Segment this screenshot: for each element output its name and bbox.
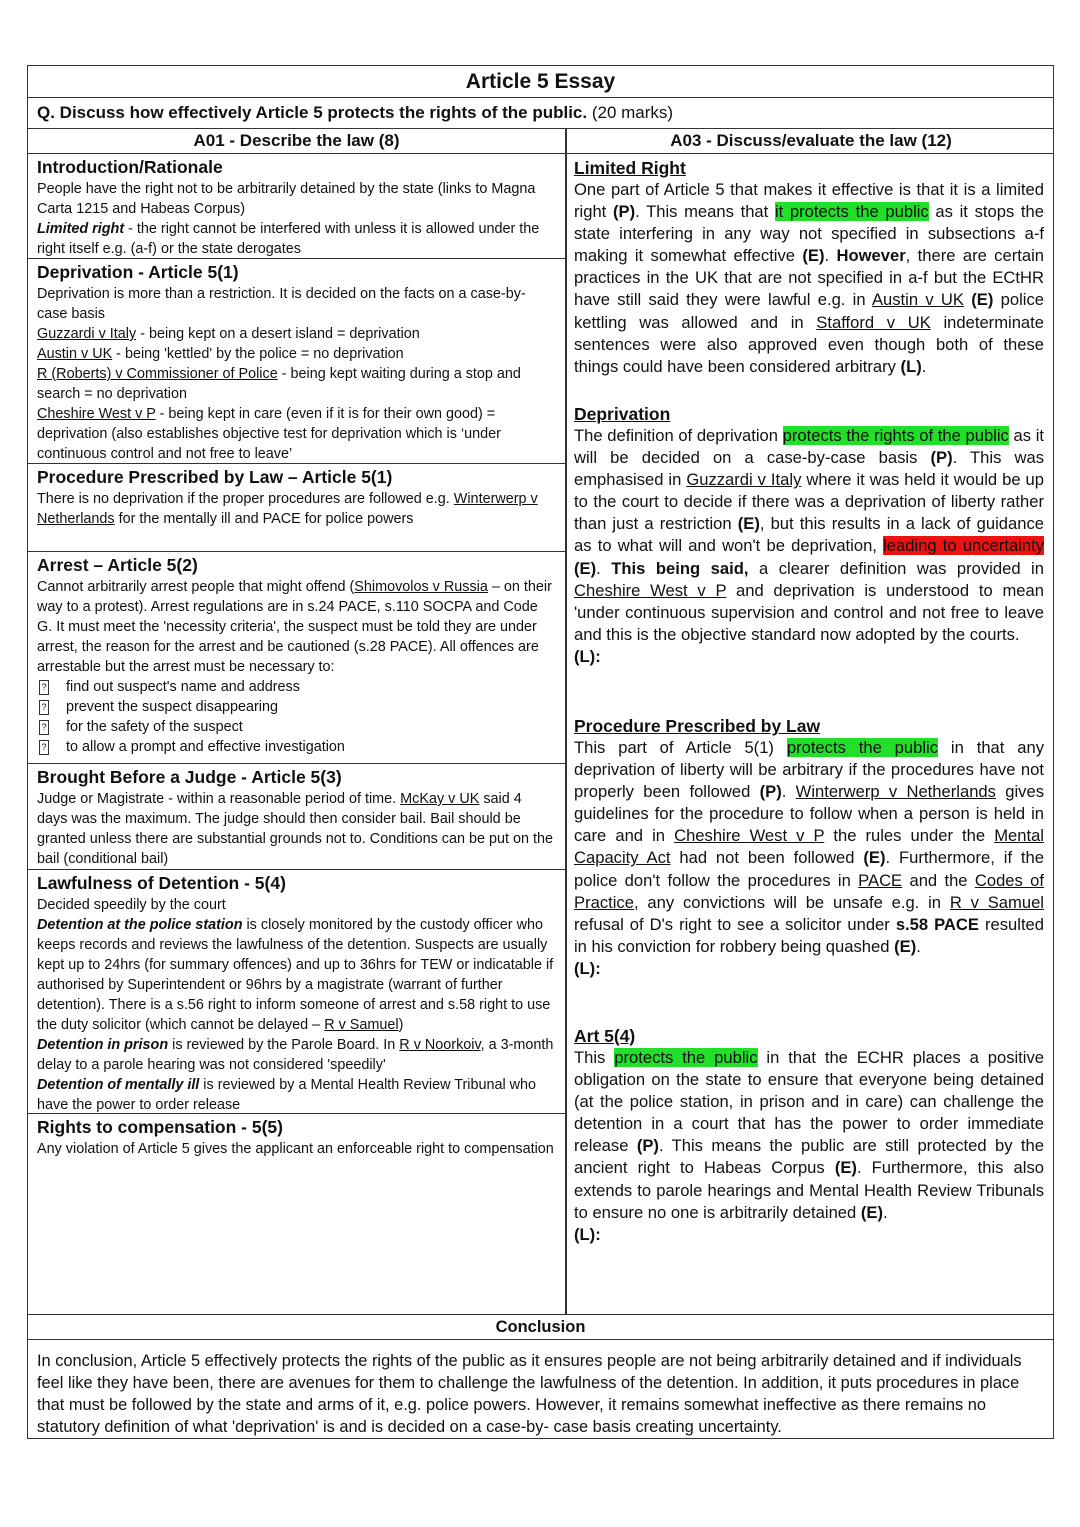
paragraph bbox=[574, 179, 1044, 378]
text-segment: , any convictions will be unsafe e.g. in bbox=[633, 892, 950, 912]
text-segment: resulted in his conviction for robbery being quashed bbox=[574, 914, 1045, 956]
text-segment: This bbox=[574, 1048, 615, 1067]
text-segment: , but this results in a lack of guidance as to what will and won't be deprivation, bbox=[574, 514, 1044, 556]
section-heading: Introduction/Rationale bbox=[37, 157, 223, 177]
question-marks: (20 marks) bbox=[591, 103, 674, 122]
bold-text: (L): bbox=[574, 1224, 601, 1244]
text-segment: The definition of deprivation bbox=[574, 426, 783, 445]
question-text: Q. Discuss how effectively Article 5 protects the rights of the public. bbox=[37, 103, 588, 122]
text-segment: . bbox=[781, 782, 796, 802]
case-reference: R v Samuel bbox=[949, 892, 1044, 912]
text-segment: - being kept on a desert island = deprivation bbox=[136, 326, 420, 342]
bold-text: (E) bbox=[802, 246, 825, 266]
bullet-item bbox=[37, 717, 556, 737]
case-reference: Cheshire West v P bbox=[574, 580, 727, 600]
paragraph bbox=[574, 425, 1044, 646]
bullet-text: prevent the suspect disappearing bbox=[66, 699, 279, 715]
case-reference: Cheshire West v P bbox=[37, 406, 156, 422]
paragraph bbox=[37, 1139, 556, 1159]
section-heading: Arrest – Article 5(2) bbox=[37, 555, 198, 575]
case-reference: PACE bbox=[858, 870, 903, 890]
text-segment: indeterminate sentences were also approved even though both of these things could have been considered arbitrary bbox=[574, 312, 1045, 376]
right-section bbox=[574, 157, 1044, 378]
case-reference: Winterwerp v Netherlands bbox=[795, 782, 996, 802]
case-reference: Codes of Practice bbox=[574, 870, 1044, 912]
emphasis-text: Detention in prison bbox=[37, 1037, 169, 1053]
bullet-text: to allow a prompt and effective investigation bbox=[66, 739, 345, 755]
missing-glyph-icon: ? bbox=[39, 680, 49, 695]
text-segment: . bbox=[596, 558, 612, 578]
bold-text: (P) bbox=[612, 202, 636, 222]
page-title: Article 5 Essay bbox=[28, 66, 1053, 98]
essay-question bbox=[28, 98, 1053, 129]
paragraph bbox=[37, 577, 556, 677]
case-reference: Winterwerp v Netherlands bbox=[37, 491, 538, 527]
bold-text: (E) bbox=[574, 558, 597, 578]
case-reference: Cheshire West v P bbox=[674, 826, 825, 846]
section-heading: Brought Before a Judge - Article 5(3) bbox=[37, 767, 342, 787]
column-header-a03: A03 - Discuss/evaluate the law (12) bbox=[670, 131, 952, 150]
right-section bbox=[574, 1025, 1044, 1246]
bold-text: (E) bbox=[737, 514, 760, 534]
paragraph bbox=[37, 895, 556, 915]
paragraph bbox=[37, 1035, 556, 1075]
bullet-text: find out suspect's name and address bbox=[66, 679, 300, 695]
text-segment: . Furthermore, this also extends to parole hearings and Mental Health Review Tribunals to ensure no one is arbitrarily detained bbox=[574, 1158, 1045, 1222]
text-segment: Judge or Magistrate - within a reasonable period of time. bbox=[37, 791, 401, 807]
left-section bbox=[28, 870, 565, 1114]
case-reference: Guzzardi v Italy bbox=[37, 326, 137, 342]
bold-text: (P) bbox=[636, 1136, 659, 1156]
text-segment: . bbox=[824, 246, 837, 266]
text-segment: as it stops the state interfering in any way not specified in subsections a-f making it somewhat effective bbox=[574, 202, 1044, 266]
text-segment: the rules under the bbox=[824, 826, 995, 846]
text-segment: People have the right not to be arbitrarily detained by the state (links to Magna Carta 1215 and Habeas Corpus) bbox=[37, 181, 536, 217]
text-segment: - being kept waiting during a stop and search = no deprivation bbox=[37, 366, 521, 402]
text-segment: Any violation of Article 5 gives the applicant an enforceable right to compensation bbox=[37, 1141, 554, 1157]
text-segment: - being kept in care (even if it is for their own good) = deprivation (also establishes objective test for deprivation which is ‘under continuous control and not free to leave’ bbox=[37, 406, 501, 462]
text-segment: , there are certain practices in the UK that are not specified in a-f but the ECtHR have still said they were lawful e.g. in bbox=[574, 246, 1044, 310]
text-segment: is closely monitored by the custody officer who keeps records and reviews the lawfulness of the detention. Suspects are usually kept up to 24hrs (for summary offences) and up to 36hrs for TEW or indicatable if authorised by Superintendent or 96hrs by a magistrate (warrant of further detention). There is a s.56 right to inform someone of arrest and s.58 right to use the duty solicitor (which cannot be delayed – bbox=[37, 917, 554, 1033]
section-heading: Deprivation - Article 5(1) bbox=[37, 262, 239, 282]
conclusion-text: In conclusion, Article 5 effectively protects the rights of the public as it ensures people are not being arbitrarily detained and if individuals feel like they have been, there are avenues for them to challenge the lawfulness of the detention. In addition, it puts procedures in place that must be followed by the state and arms of it, e.g. police powers. However, it remains somewhat ineffective as there remains no statutory definition of what 'deprivation' is and is decided on a case-by- case basis creating uncertainty. bbox=[37, 1352, 1022, 1436]
text-segment: as it will be decided on a case-by-case basis bbox=[574, 426, 1044, 468]
text-segment: in that the ECHR places a positive obligation on the state to ensure that everyone being detained (at the police station, in prison and in care) can challenge the detention in a court that has the power to order immediate release bbox=[574, 1048, 1044, 1156]
bold-text: (L) bbox=[900, 356, 922, 376]
bold-text: (L): bbox=[574, 958, 601, 978]
section-heading: Procedure Prescribed by Law – Article 5(1) bbox=[37, 467, 393, 487]
left-section bbox=[28, 764, 565, 870]
text-segment: There is no deprivation if the proper procedures are followed e.g. bbox=[37, 491, 454, 507]
highlight-green: protects the public bbox=[614, 1048, 758, 1067]
paragraph bbox=[574, 737, 1044, 958]
paragraph bbox=[37, 1075, 556, 1115]
text-segment: said 4 days was the maximum. The judge should then consider bail. Bail should be granted unless there are substantial grounds not to. Conditions can be put on the bail (conditional bail) bbox=[37, 791, 554, 867]
text-segment: ) bbox=[398, 1017, 404, 1033]
section-heading: Limited Right bbox=[574, 158, 686, 178]
missing-glyph-icon: ? bbox=[39, 740, 49, 755]
case-reference: Shimovolos v Russia bbox=[354, 579, 488, 595]
bold-text: (L): bbox=[574, 646, 601, 666]
text-segment: police kettling was allowed and in bbox=[574, 290, 1044, 332]
bullet-item bbox=[37, 737, 556, 757]
missing-glyph-icon: ? bbox=[39, 720, 49, 735]
paragraph bbox=[37, 915, 556, 1035]
right-section bbox=[574, 403, 1044, 668]
column-divider bbox=[565, 129, 567, 1314]
text-segment: . This means the public are still protected by the ancient right to Habeas Corpus bbox=[574, 1136, 1044, 1178]
text-segment: Deprivation is more than a restriction. It is decided on the facts on a case-by-case basis bbox=[37, 286, 526, 322]
paragraph bbox=[37, 284, 556, 324]
highlight-green: it protects the public bbox=[774, 202, 929, 222]
text-segment: and deprivation is understood to mean 'under continuous supervision and control and not free to leave and this is the objective standard now adopted by the courts. bbox=[574, 580, 1044, 644]
text-segment: This part of Article 5(1) bbox=[574, 738, 787, 757]
text-segment: . bbox=[916, 936, 921, 956]
bold-text: However bbox=[836, 246, 906, 266]
text-segment: refusal of D's right to see a solicitor under bbox=[574, 914, 896, 934]
case-reference: Austin v UK bbox=[37, 346, 113, 362]
text-segment: is reviewed by a Mental Health Review Tribunal who have the power to order release bbox=[37, 1077, 537, 1113]
bold-text: (P) bbox=[759, 782, 782, 802]
essay-table bbox=[27, 65, 1054, 1439]
text-segment: One part of Article 5 that makes it effective is that it is a limited right bbox=[574, 180, 1044, 222]
bold-text: (E) bbox=[834, 1158, 857, 1178]
left-section bbox=[28, 552, 565, 764]
emphasis-text: Detention at the police station bbox=[37, 917, 243, 933]
paragraph bbox=[574, 1047, 1044, 1224]
paragraph bbox=[37, 179, 556, 219]
text-segment: - the right cannot be interfered with unless it is allowed under the right itself e.g. (a-f) or the state derogates bbox=[37, 221, 540, 257]
conclusion-heading: Conclusion bbox=[28, 1314, 1053, 1340]
paragraph bbox=[574, 958, 1044, 980]
right-section bbox=[574, 715, 1044, 980]
text-segment: in that any deprivation of liberty will be arbitrary if the procedures have not properly been followed bbox=[574, 738, 1045, 802]
column-header-a01: A01 - Describe the law (8) bbox=[193, 131, 400, 150]
case-reference: Austin v UK bbox=[871, 290, 964, 310]
case-reference: Guzzardi v Italy bbox=[686, 470, 802, 490]
bullet-item bbox=[37, 697, 556, 717]
text-segment: . bbox=[921, 356, 927, 376]
bold-text: (E) bbox=[863, 848, 886, 868]
highlight-green: protects the public bbox=[786, 738, 939, 757]
paragraph bbox=[37, 404, 556, 464]
case-reference: Stafford v UK bbox=[816, 312, 931, 332]
paragraph bbox=[574, 646, 1044, 668]
bold-text: (E) bbox=[894, 936, 917, 956]
text-segment: , a 3-month delay to a parole hearing was not considered 'speedily' bbox=[37, 1037, 554, 1073]
bold-text: (P) bbox=[930, 448, 953, 468]
left-section bbox=[28, 1114, 565, 1314]
text-segment: – on their way to a protest). Arrest regulations are in s.24 PACE, s.110 SOCPA and Code G. It must meet the 'necessity criteria', the suspect must be told they are under arrest, the reason for the arrest and be cautioned (s.28 PACE). All offences are arrestable but the arrest must be necessary to: bbox=[37, 579, 552, 675]
highlight-green: protects the rights of the public bbox=[782, 426, 1009, 445]
emphasis-text: Limited right bbox=[37, 221, 125, 237]
text-segment: gives guidelines for the procedure to follow when a person is held in care and in bbox=[574, 782, 1044, 846]
case-reference: R v Samuel bbox=[324, 1017, 399, 1033]
case-reference: R (Roberts) v Commissioner of Police bbox=[37, 366, 278, 382]
paragraph bbox=[37, 364, 556, 404]
section-heading: Lawfulness of Detention - 5(4) bbox=[37, 873, 286, 893]
bold-text: s.58 PACE bbox=[895, 914, 979, 934]
paragraph bbox=[37, 324, 556, 344]
bullet-item bbox=[37, 677, 556, 697]
case-reference: McKay v UK bbox=[400, 791, 480, 807]
bullet-text: for the safety of the suspect bbox=[66, 719, 243, 735]
left-section bbox=[28, 464, 565, 552]
case-reference: R v Noorkoiv bbox=[399, 1037, 481, 1053]
text-segment: had not been followed bbox=[670, 848, 864, 868]
case-reference: Mental Capacity Act bbox=[574, 826, 1044, 868]
text-segment: . bbox=[883, 1202, 888, 1222]
section-heading: Procedure Prescribed by Law bbox=[574, 716, 821, 736]
text-segment: . This means that bbox=[635, 202, 775, 222]
left-section bbox=[28, 259, 565, 464]
section-heading: Rights to compensation - 5(5) bbox=[37, 1117, 283, 1137]
emphasis-text: Detention of mentally ill bbox=[37, 1077, 200, 1093]
text-segment: Decided speedily by the court bbox=[37, 897, 226, 913]
bold-text: (E) bbox=[860, 1202, 883, 1222]
text-segment: where it was held it would be up to the court to decide if there was a deprivation of liberty rather than just a restriction bbox=[574, 470, 1044, 534]
section-heading: Art 5(4) bbox=[574, 1026, 636, 1046]
paragraph bbox=[37, 489, 556, 529]
missing-glyph-icon: ? bbox=[39, 700, 49, 715]
text-segment: a clearer definition was provided in bbox=[748, 558, 1044, 578]
text-segment: for the mentally ill and PACE for police powers bbox=[114, 511, 414, 527]
paragraph bbox=[37, 219, 556, 259]
paragraph bbox=[574, 1224, 1044, 1246]
paragraph bbox=[37, 344, 556, 364]
section-heading: Deprivation bbox=[574, 404, 671, 424]
column-headers bbox=[28, 129, 1053, 154]
paragraph bbox=[37, 789, 556, 869]
text-segment: Cannot arbitrarily arrest people that might offend ( bbox=[37, 579, 355, 595]
text-segment: and the bbox=[902, 870, 975, 890]
highlight-red: leading to uncertainty bbox=[883, 536, 1044, 556]
text-segment: - being 'kettled' by the police = no deprivation bbox=[112, 346, 404, 362]
bold-text: (E) bbox=[971, 290, 994, 310]
text-segment: is reviewed by the Parole Board. In bbox=[168, 1037, 400, 1053]
bold-text: This being said, bbox=[611, 558, 749, 578]
left-section bbox=[28, 154, 565, 259]
text-segment: . Furthermore, if the police don't follow the procedures in bbox=[574, 848, 1044, 890]
text-segment: . This was emphasised in bbox=[574, 448, 1044, 490]
